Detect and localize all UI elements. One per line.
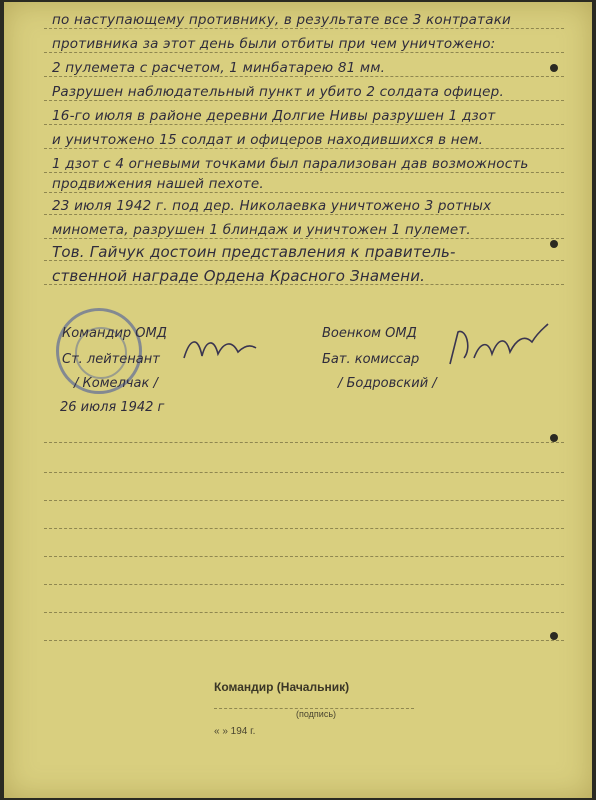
ruled-line — [44, 76, 564, 77]
ruled-line — [44, 124, 564, 125]
ruled-line — [44, 500, 564, 501]
binder-hole — [550, 632, 558, 640]
ruled-line — [44, 556, 564, 557]
ruled-line — [44, 584, 564, 585]
body-line: Разрушен наблюдательный пункт и убито 2 солдата офицер. — [52, 84, 504, 100]
body-line: 23 июля 1942 г. под дер. Николаевка уничтожено 3 ротных — [52, 198, 492, 214]
ruled-line — [44, 472, 564, 473]
left-signature-scribble — [180, 328, 260, 368]
right-signer-title: Военком ОМД — [322, 326, 417, 341]
binder-hole — [550, 240, 558, 248]
ruled-line — [44, 52, 564, 53]
right-signer-rank: Бат. комиссар — [322, 352, 420, 367]
ruled-line — [44, 100, 564, 101]
date-line: « » 194 г. — [214, 726, 256, 737]
body-line: 16-го июля в районе деревни Долгие Нивы разрушен 1 дзот — [52, 108, 496, 124]
left-signer-rank: Ст. лейтенант — [62, 352, 160, 367]
ruled-line — [44, 192, 564, 193]
ruled-line — [44, 28, 564, 29]
body-line: продвижения нашей пехоте. — [52, 176, 264, 192]
body-line: миномета, разрушен 1 блиндаж и уничтожен 1 пулемет. — [52, 222, 471, 238]
ruled-line — [44, 238, 564, 239]
ruled-line — [44, 442, 564, 443]
ruled-line — [44, 640, 564, 641]
body-line: противника за этот день были отбиты при чем уничтожено: — [52, 36, 496, 52]
body-line: и уничтожено 15 солдат и офицеров находившихся в нем. — [52, 132, 484, 148]
binder-hole — [550, 434, 558, 442]
binder-hole — [550, 64, 558, 72]
body-line: 2 пулемета с расчетом, 1 минбатарею 81 мм. — [52, 60, 386, 76]
signature-sublabel: (подпись) — [296, 709, 337, 719]
commander-label: Командир (Начальник) — [214, 680, 350, 694]
ruled-line — [44, 528, 564, 529]
body-line: ственной награде Ордена Красного Знамени. — [52, 267, 426, 285]
left-signer-title: Командир ОМД — [62, 326, 167, 341]
right-signer-name: / Бодровский / — [338, 376, 437, 391]
body-line: Тов. Гайчук достоин представления к правитель- — [52, 243, 456, 261]
ruled-line — [44, 612, 564, 613]
ruled-line — [44, 214, 564, 215]
document-sheet — [4, 2, 592, 798]
body-line: 1 дзот с 4 огневыми точками был парализован дав возможность — [52, 156, 529, 172]
body-line: по наступающему противнику, в результате все 3 контратаки — [52, 12, 512, 28]
ruled-line — [44, 148, 564, 149]
left-signer-name: / Комелчак / — [74, 376, 158, 391]
document-date: 26 июля 1942 г — [60, 400, 165, 415]
ruled-line — [44, 172, 564, 173]
right-signature-scribble — [444, 318, 554, 374]
